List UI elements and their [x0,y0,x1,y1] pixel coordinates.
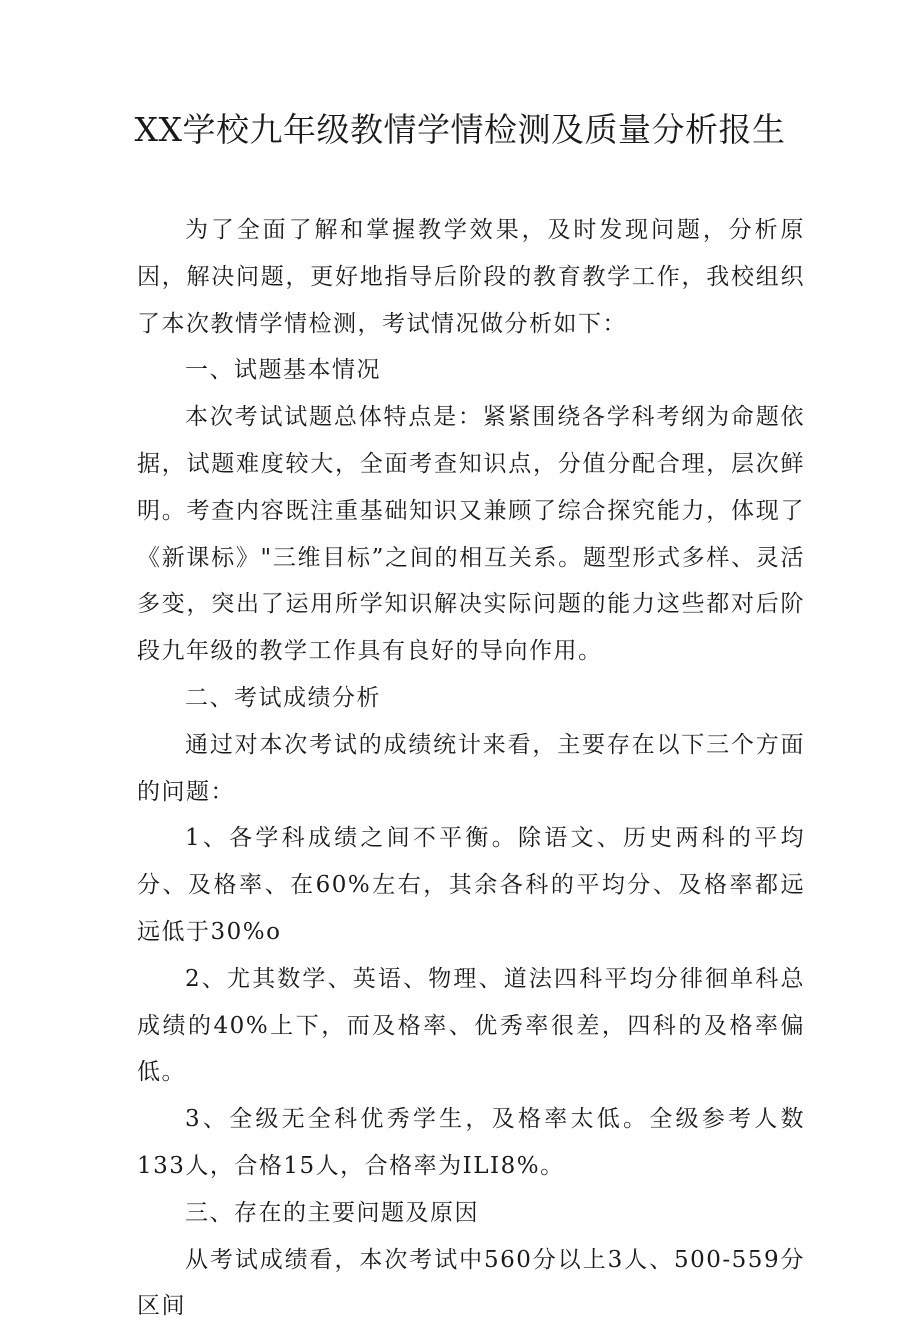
paragraph-score-overview: 通过对本次考试的成绩统计来看，主要存在以下三个方面的问题： [137,731,805,805]
paragraph-exam-features: 本次考试试题总体特点是：紧紧围绕各学科考纲为命题依据，试题难度较大，全面考查知识点，分值分配合理，层次鲜明。考查内容既注重基础知识又兼顾了综合探究能力，体现了《新课标》"三维目标”之间的相互关系。题型形式多样、灵活多变，突出了运用所学知识解决实际问题的能力这些都对后阶段九年级的教学工作具有良好的导向作用。 [137,404,805,665]
section-heading-3: 三、存在的主要问题及原因 [185,1199,479,1226]
document-title: XX学校九年级教情学情检测及质量分析报生 [134,110,786,149]
list-item-3: 3、全级无全科优秀学生，及格率太低。全级参考人数133人，合格15人，合格率为ILI8%。 [137,1106,805,1179]
paragraph-intro: 为了全面了解和掌握教学效果，及时发现问题，分析原因，解决问题，更好地指导后阶段的教育教学工作，我校组织了本次教情学情检测，考试情况做分析如下： [137,217,805,337]
section-heading-2: 二、考试成绩分析 [185,684,381,711]
list-item-1: 1、各学科成绩之间不平衡。除语文、历史两科的平均分、及格率、在60%左右，其余各科的平均分、及格率都远远低于30%o [137,825,805,945]
list-item-2: 2、尤其数学、英语、物理、道法四科平均分徘徊单科总成绩的40%上下，而及格率、优秀率很差，四科的及格率偏低。 [137,965,805,1086]
document-body [137,207,805,1330]
section-heading-1: 一、试题基本情况 [185,357,381,384]
paragraph-problems: 从考试成绩看，本次考试中560分以上3人、500-559分区间 [137,1246,805,1320]
